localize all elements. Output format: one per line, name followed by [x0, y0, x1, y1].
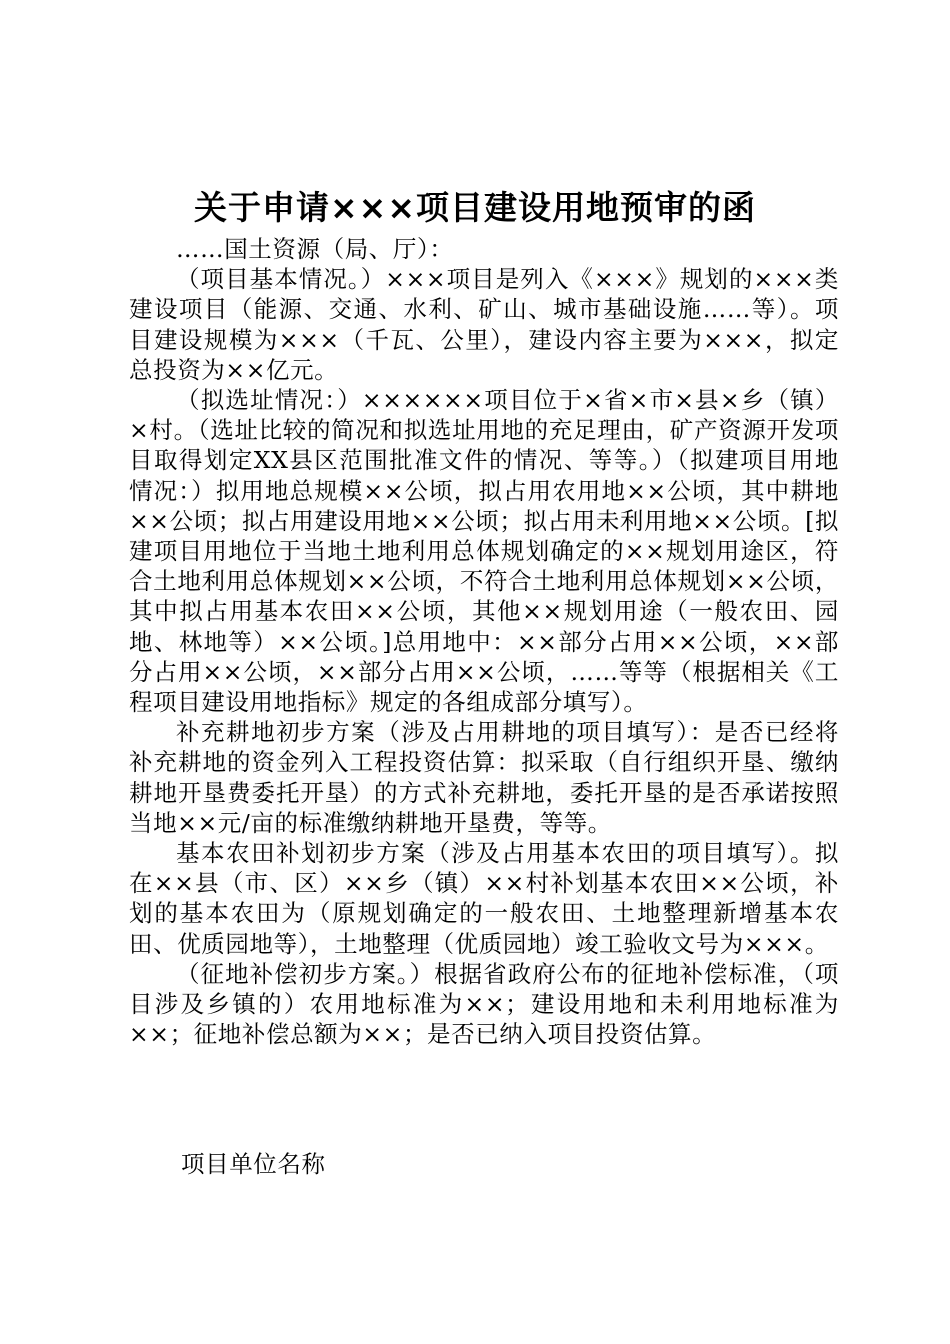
paragraph-site-selection: （拟选址情况：）××××××项目位于×省×市×县×乡（镇）×村。（选址比较的简况和拟选址用地的充足理由，矿产资源开发项目取得划定XX县区范围批准文件的情况、等等。）（拟建项目用地情况：）拟用地总规模××公顷，拟占用农用地××公顷，其中耕地××公顷；拟占用建设用地××公顷；拟占用未利用地××公顷。[拟建项目用地位于当地土地利用总体规划确定的××规划用途区，符合土地利用总体规划××公顷，不符合土地利用总体规划××公顷，其中拟占用基本农田××公顷，其他××规划用途（一般农田、园地、林地等）××公顷。]总用地中：××部分占用××公顷，××部分占用××公顷，××部分占用××公顷，……等等（根据相关《工程项目建设用地指标》规定的各组成部分填写）。	[129, 386, 839, 717]
document-body	[129, 234, 839, 1049]
salutation: ……国土资源（局、厅）：	[176, 235, 454, 263]
paragraph-compensation-plan: （征地补偿初步方案。）根据省政府公布的征地补偿标准，（项目涉及乡镇的）农用地标准为××；建设用地和未利用地标准为××；征地补偿总额为××；是否已纳入项目投资估算。	[129, 959, 839, 1049]
signature-unit-name: 项目单位名称	[181, 1150, 326, 1178]
paragraph-farmland-supplement: 补充耕地初步方案（涉及占用耕地的项目填写）：是否已经将补充耕地的资金列入工程投资估算：拟采取（自行组织开垦、缴纳耕地开垦费委托开垦）的方式补充耕地，委托开垦的是否承诺按照当地××元/亩的标准缴纳耕地开垦费，等等。	[129, 718, 839, 837]
paragraph-basic-farmland-plan: 基本农田补划初步方案（涉及占用基本农田的项目填写）。拟在××县（市、区）××乡（镇）××村补划基本农田××公顷，补划的基本农田为（原规划确定的一般农田、土地整理新增基本农田、优质园地等），土地整理（优质园地）竣工验收文号为×××。	[129, 839, 839, 958]
document-title: 关于申请×××项目建设用地预审的函	[194, 188, 756, 227]
paragraph-project-basic-info: （项目基本情况。）×××项目是列入《×××》规划的×××类建设项目（能源、交通、水利、矿山、城市基础设施……等）。项目建设规模为×××（千瓦、公里），建设内容主要为×××，拟定总投资为××亿元。	[129, 265, 839, 384]
